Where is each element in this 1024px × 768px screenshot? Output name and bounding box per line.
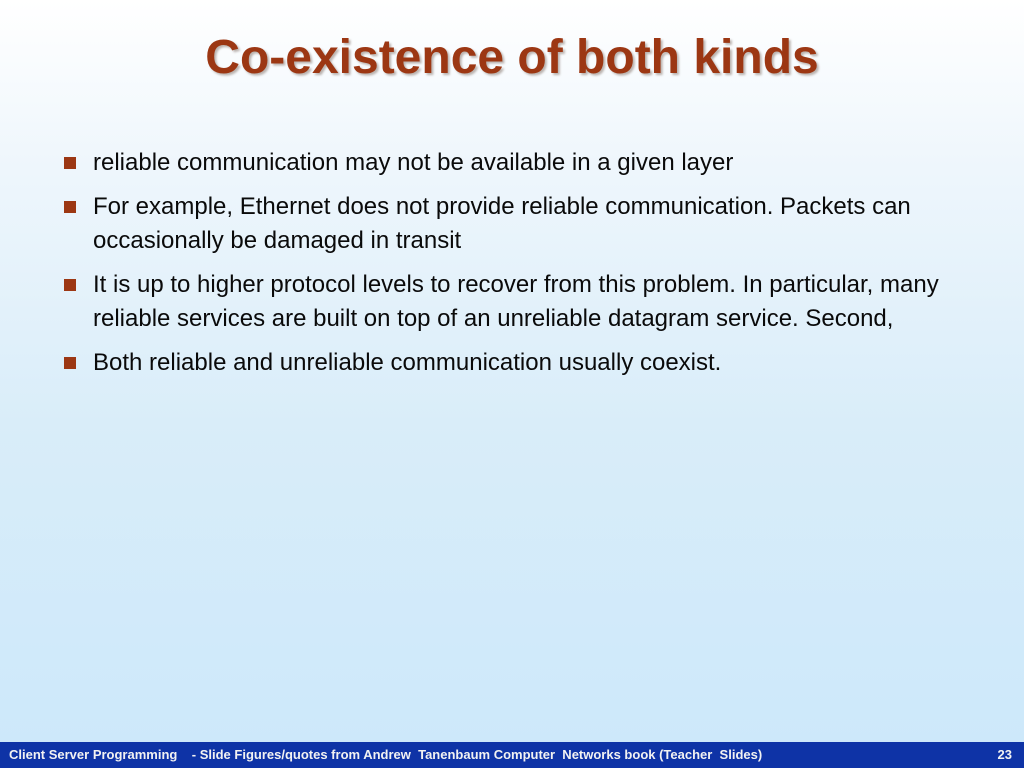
bullet-text: It is up to higher protocol levels to recover from this problem. In particular, many reliable services are built on top of an unreliable datagram service. Second, xyxy=(93,271,939,332)
bullet-item xyxy=(62,268,962,336)
footer-text: Client Server Programming - Slide Figures/quotes from Andrew Tanenbaum Computer Networks book (Teacher Slides) xyxy=(9,747,763,762)
bullet-item xyxy=(62,346,962,380)
bullet-item xyxy=(62,190,962,258)
page-number: 23 xyxy=(997,747,1012,762)
square-bullet-icon xyxy=(64,157,76,169)
square-bullet-icon xyxy=(64,357,76,369)
square-bullet-icon xyxy=(64,201,76,213)
bullet-list xyxy=(62,146,962,390)
bullet-text: Both reliable and unreliable communication usually coexist. xyxy=(93,349,722,376)
footer-bar xyxy=(0,742,1024,768)
square-bullet-icon xyxy=(64,279,76,291)
bullet-text: For example, Ethernet does not provide reliable communication. Packets can occasionally be damaged in transit xyxy=(93,193,911,254)
slide-title: Co-existence of both kinds xyxy=(205,31,819,84)
bullet-item xyxy=(62,146,962,180)
bullet-text: reliable communication may not be available in a given layer xyxy=(93,149,734,176)
